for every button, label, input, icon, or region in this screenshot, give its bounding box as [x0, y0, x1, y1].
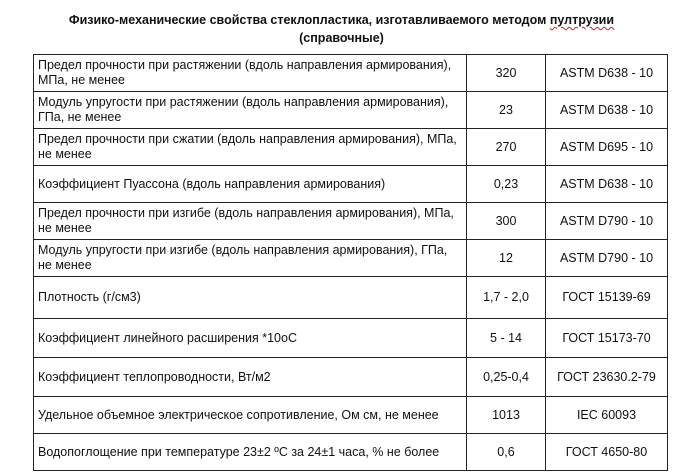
value-cell: 1,7 - 2,0 — [467, 277, 546, 319]
standard-cell: ГОСТ 4650-80 — [546, 434, 668, 471]
standard-cell: IEC 60093 — [546, 397, 668, 434]
value-cell: 0,25-0,4 — [467, 358, 546, 397]
param-cell: Коэффициент линейного расширения *10оС — [34, 319, 467, 358]
value-cell: 5 - 14 — [467, 319, 546, 358]
standard-cell: ГОСТ 23630.2-79 — [546, 358, 668, 397]
table-row — [34, 240, 668, 277]
param-cell: Предел прочности при сжатии (вдоль направления армирования), МПа, не менее — [34, 129, 467, 166]
standard-cell: ASTM D790 - 10 — [546, 203, 668, 240]
table-row — [34, 166, 668, 203]
value-cell: 320 — [467, 55, 546, 92]
table-row — [34, 129, 668, 166]
standard-cell: ASTM D638 - 10 — [546, 92, 668, 129]
value-cell: 1013 — [467, 397, 546, 434]
value-cell: 300 — [467, 203, 546, 240]
standard-cell: ГОСТ 15139-69 — [546, 277, 668, 319]
param-cell: Водопоглощение при температуре 23±2 ºС за 24±1 часа, % не более — [34, 434, 467, 471]
document-title — [0, 11, 683, 47]
table-row — [34, 319, 668, 358]
title-text: Физико-механические свойства стеклопластика, изготавливаемого методом — [68, 13, 547, 27]
param-cell: Предел прочности при растяжении (вдоль направления армирования), МПа, не менее — [34, 55, 467, 92]
table-row — [34, 277, 668, 319]
param-cell: Модуль упругости при изгибе (вдоль направления армирования), ГПа, не менее — [34, 240, 467, 277]
standard-cell: ASTM D790 - 10 — [546, 240, 668, 277]
standard-cell: ASTM D695 - 10 — [546, 129, 668, 166]
standard-cell: ASTM D638 - 10 — [546, 166, 668, 203]
table-row — [34, 92, 668, 129]
param-cell: Удельное объемное электрическое сопротивление, Ом см, не менее — [34, 397, 467, 434]
param-cell: Модуль упругости при растяжении (вдоль направления армирования), ГПа, не менее — [34, 92, 467, 129]
param-cell: Коэффициент теплопроводности, Вт/м2 — [34, 358, 467, 397]
param-cell: Предел прочности при изгибе (вдоль направления армирования), МПа, не менее — [34, 203, 467, 240]
value-cell: 0,6 — [467, 434, 546, 471]
table-row — [34, 434, 668, 471]
title-line-2: (справочные) — [299, 31, 384, 45]
value-cell: 270 — [467, 129, 546, 166]
standard-cell: ГОСТ 15173-70 — [546, 319, 668, 358]
value-cell: 0,23 — [467, 166, 546, 203]
param-cell: Коэффициент Пуассона (вдоль направления армирования) — [34, 166, 467, 203]
table-row — [34, 397, 668, 434]
param-cell: Плотность (г/см3) — [34, 277, 467, 319]
value-cell: 12 — [467, 240, 546, 277]
value-cell: 23 — [467, 92, 546, 129]
table-row — [34, 55, 668, 92]
title-line-1 — [0, 11, 683, 29]
standard-cell: ASTM D638 - 10 — [546, 55, 668, 92]
properties-table — [33, 54, 668, 471]
table-row — [34, 358, 668, 397]
title-spellcheck-word: пултрузии — [549, 13, 615, 27]
table-row — [34, 203, 668, 240]
